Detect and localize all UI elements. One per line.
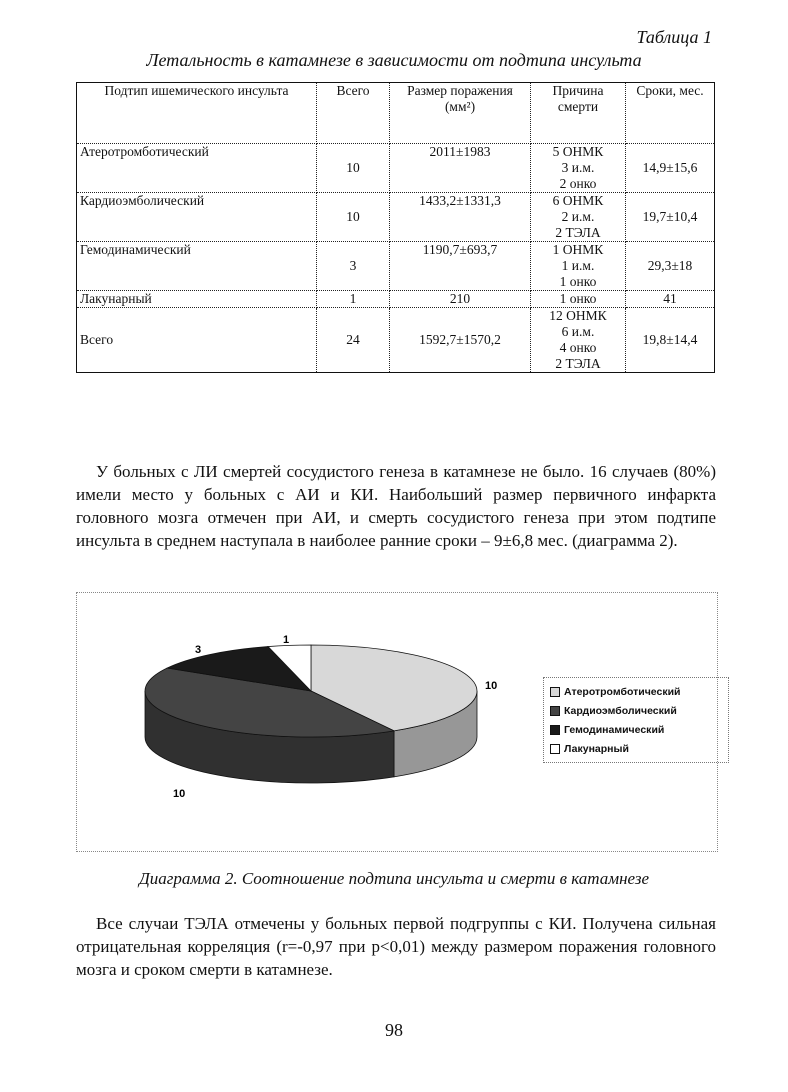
legend-item bbox=[550, 682, 722, 701]
cause-line: 1 онко bbox=[559, 274, 597, 289]
cause-line: 1 и.м. bbox=[561, 258, 595, 273]
cell-cause bbox=[531, 291, 626, 308]
cause-line: 2 ТЭЛА bbox=[555, 225, 601, 240]
cause-line: 3 и.м. bbox=[561, 160, 595, 175]
cell-term: 41 bbox=[626, 291, 715, 308]
mortality-table bbox=[76, 82, 715, 373]
cause-line: 1 ОНМК bbox=[552, 242, 604, 257]
legend-item bbox=[550, 720, 722, 739]
header-subtype: Подтип ишемического инсульта bbox=[77, 83, 317, 144]
legend-swatch bbox=[550, 687, 560, 697]
cause-line: 5 ОНМК bbox=[552, 144, 604, 159]
legend-item bbox=[550, 701, 722, 720]
cause-line: 6 ОНМК bbox=[552, 193, 604, 208]
header-size: Размер поражения (мм²) bbox=[390, 83, 531, 144]
legend-label: Атеротромботический bbox=[564, 685, 681, 698]
header-total: Всего bbox=[317, 83, 390, 144]
pie-value-label: 3 bbox=[195, 644, 202, 656]
cell-total: 3 bbox=[317, 242, 390, 291]
table-title: Летальность в катамнезе в зависимости от подтипа инсульта bbox=[146, 50, 642, 70]
chart-legend bbox=[543, 677, 729, 763]
cell-subtype: Лакунарный bbox=[77, 291, 317, 308]
cell-total: 1 bbox=[317, 291, 390, 308]
table-row bbox=[77, 144, 715, 193]
paragraph-1-text: У больных с ЛИ смертей сосудистого генеза в катамнезе не было. 16 случаев (80%) имели место у больных с АИ и КИ. Наибольший размер первичного инфаркта головного мозга отмечен при АИ, и смерть сосудистого генеза при этом подтипе инсульта в среднем наступала в наиболее ранние сроки – 9±6,8 мес. (диаграмма 2). bbox=[76, 462, 716, 550]
page-number: 98 bbox=[385, 1020, 403, 1040]
pie-value-label: 10 bbox=[173, 788, 186, 800]
table-row bbox=[77, 242, 715, 291]
cell-size: 1433,2±1331,3 bbox=[390, 193, 531, 242]
pie-value-label: 10 bbox=[485, 680, 498, 692]
cell-subtype: Кардиоэмболический bbox=[77, 193, 317, 242]
header-cause: Причина смерти bbox=[531, 83, 626, 144]
cell-term: 29,3±18 bbox=[626, 242, 715, 291]
cell-cause bbox=[531, 193, 626, 242]
table-row bbox=[77, 308, 715, 373]
cell-cause bbox=[531, 242, 626, 291]
cell-size: 2011±1983 bbox=[390, 144, 531, 193]
cause-line: 1 онко bbox=[559, 291, 597, 306]
paragraph-1 bbox=[76, 460, 716, 552]
cell-total: 10 bbox=[317, 193, 390, 242]
paragraph-2-text: Все случаи ТЭЛА отмечены у больных первой подгруппы с КИ. Получена сильная отрицательная корреляция (r=-0,97 при p<0,01) между размером поражения головного мозга и сроком смерти в катамнезе. bbox=[76, 914, 716, 979]
cause-line: 12 ОНМК bbox=[549, 308, 607, 323]
cell-term: 19,8±14,4 bbox=[626, 308, 715, 373]
cell-subtype: Атеротромботический bbox=[77, 144, 317, 193]
legend-label: Гемодинамический bbox=[564, 723, 665, 736]
cell-cause bbox=[531, 144, 626, 193]
cell-size: 1592,7±1570,2 bbox=[390, 308, 531, 373]
cause-line: 2 и.м. bbox=[561, 209, 595, 224]
table-row bbox=[77, 193, 715, 242]
cell-subtype: Гемодинамический bbox=[77, 242, 317, 291]
cause-line: 4 онко bbox=[559, 340, 597, 355]
table-row bbox=[77, 291, 715, 308]
cell-term: 19,7±10,4 bbox=[626, 193, 715, 242]
legend-swatch bbox=[550, 706, 560, 716]
cell-size: 210 bbox=[390, 291, 531, 308]
pie-value-label: 1 bbox=[283, 634, 290, 646]
cell-size: 1190,7±693,7 bbox=[390, 242, 531, 291]
pie-chart bbox=[77, 593, 537, 851]
cell-cause bbox=[531, 308, 626, 373]
cell-subtype: Всего bbox=[77, 308, 317, 373]
cell-total: 10 bbox=[317, 144, 390, 193]
table-number: Таблица 1 bbox=[636, 27, 712, 47]
legend-label: Лакунарный bbox=[564, 742, 629, 755]
paragraph-2 bbox=[76, 912, 716, 981]
chart-caption: Диаграмма 2. Соотношение подтипа инсульта и смерти в катамнезе bbox=[138, 869, 650, 888]
legend-item bbox=[550, 739, 722, 758]
chart-container bbox=[76, 592, 718, 852]
header-term: Сроки, мес. bbox=[626, 83, 715, 144]
legend-swatch bbox=[550, 744, 560, 754]
legend-label: Кардиоэмболический bbox=[564, 704, 677, 717]
cell-term: 14,9±15,6 bbox=[626, 144, 715, 193]
cell-total: 24 bbox=[317, 308, 390, 373]
cause-line: 2 онко bbox=[559, 176, 597, 191]
legend-swatch bbox=[550, 725, 560, 735]
cause-line: 6 и.м. bbox=[561, 324, 595, 339]
table-header-row bbox=[77, 83, 715, 144]
cause-line: 2 ТЭЛА bbox=[555, 356, 601, 371]
